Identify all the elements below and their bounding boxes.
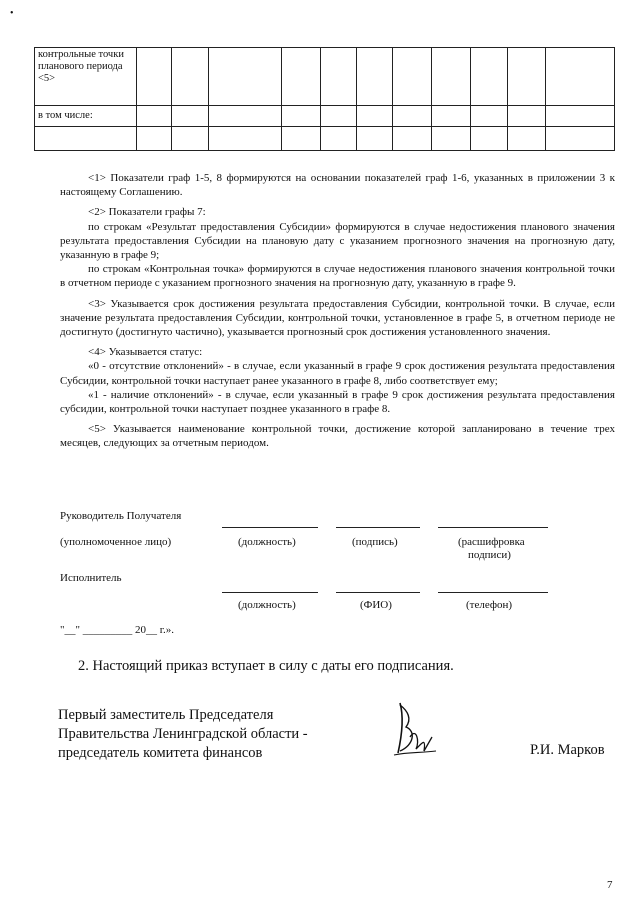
handwritten-signature	[390, 697, 438, 759]
position-label: (должность)	[238, 599, 296, 611]
table-cell	[471, 106, 508, 127]
table-cell	[471, 48, 508, 106]
signature-line	[222, 527, 318, 528]
signature-line	[438, 592, 548, 593]
executor-label: Исполнитель	[60, 572, 122, 584]
table-row	[35, 106, 615, 127]
footnote-5: <5> Указывается наименование контрольной точки, достижение которой запланировано в течение трех месяцев, следующих за отчетным периодом.	[60, 423, 615, 450]
fio-label: (ФИО)	[360, 599, 392, 611]
table-cell	[137, 127, 172, 151]
table-cell	[35, 127, 137, 151]
signer-title-line: Правительства Ленинградской области -	[58, 726, 308, 742]
footnote-1: <1> Показатели граф 1-5, 8 формируются на основании показателей граф 1-6, указанных в приложении 3 к настоящему Соглашению.	[60, 172, 615, 199]
table-cell	[172, 106, 209, 127]
table-cell	[321, 127, 357, 151]
footnote-4-status-0: «0 - отсутствие отклонений» - в случае, если указанный в графе 9 срок достижения результата предоставления Субсидии, контрольной точки наступает ранее указанного в графе 8, либо соответствует ему;	[60, 360, 615, 387]
signature-line	[336, 592, 420, 593]
signer-title	[58, 706, 308, 763]
table-cell	[321, 106, 357, 127]
table-cell	[282, 127, 321, 151]
table-cell	[357, 48, 393, 106]
date-line: "__" _________ 20__ г.».	[60, 624, 175, 636]
table-cell	[393, 106, 432, 127]
table-cell	[137, 48, 172, 106]
table-cell	[546, 127, 615, 151]
table-cell	[508, 127, 546, 151]
table-cell	[393, 48, 432, 106]
table-cell	[321, 48, 357, 106]
table-cell	[508, 48, 546, 106]
position-label: (должность)	[238, 536, 296, 548]
table-cell	[432, 48, 471, 106]
corner-mark: •	[10, 8, 14, 19]
page-number: 7	[607, 879, 613, 891]
footnote-2-control-point: по строкам «Контрольная точка» формируются в случае недостижения планового значения контрольной точки в отчетном периоде с указанием прогнозного значения на прогнозную дату, указанную в графе 9.	[60, 263, 615, 290]
signature-line	[336, 527, 420, 528]
footnote-4-status-1: «1 - наличие отклонений» - в случае, если указанный в графе 9 срок достижения результата предоставления субсидии, контрольной точки наступает позднее указанного в графе 8.	[60, 388, 615, 416]
signer-name: Р.И. Марков	[530, 742, 605, 758]
table-cell	[432, 106, 471, 127]
table-cell	[393, 127, 432, 151]
footnote-2-result: по строкам «Результат предоставления Субсидии» формируются в случае недостижения планового значения результата предоставления Субсидии на плановую дату с указанием прогнозного значения на прогнозную дату, указанную в графе 9;	[60, 220, 615, 262]
signature-label: (подпись)	[352, 536, 398, 548]
row-label-including: в том числе:	[35, 106, 137, 127]
table-cell	[172, 127, 209, 151]
phone-label: (телефон)	[466, 599, 513, 611]
order-statement: 2. Настоящий приказ вступает в силу с даты его подписания.	[78, 658, 454, 674]
decode-label: (расшифровка	[458, 536, 525, 548]
footnote-2-heading: <2> Показатели графы 7:	[88, 206, 206, 219]
table-cell	[209, 48, 282, 106]
footnotes	[60, 171, 615, 451]
table-cell	[282, 48, 321, 106]
table-row	[35, 48, 615, 106]
signer-title-line: Первый заместитель Председателя	[58, 707, 274, 723]
footnote-3: <3> Указывается срок достижения результата предоставления Субсидии, контрольной точки. В случае, если значение результата предоставления Субсидии, контрольной точки, установленное в графе 5, в отчетном периоде не достигнуто (достигнуто частично), указывается прогнозный срок достижения установленного значения.	[60, 297, 615, 339]
table-cell	[209, 127, 282, 151]
table-cell	[209, 106, 282, 127]
table-cell	[172, 48, 209, 106]
signature-line	[222, 592, 318, 593]
footnote-4-heading: <4> Указывается статус:	[88, 346, 203, 359]
table-cell	[546, 48, 615, 106]
table-cell	[546, 106, 615, 127]
head-label: Руководитель Получателя	[60, 510, 182, 522]
signature-line	[438, 527, 548, 528]
signer-title-line: председатель комитета финансов	[58, 745, 263, 761]
table-cell	[137, 106, 172, 127]
row-label-control-points: контрольные точки планового периода <5>	[35, 48, 137, 106]
table-row	[35, 127, 615, 151]
decode-label-cont: подписи)	[468, 549, 511, 561]
table-cell	[508, 106, 546, 127]
table-cell	[357, 106, 393, 127]
table-cell	[432, 127, 471, 151]
table-cell	[357, 127, 393, 151]
report-table	[34, 47, 615, 151]
authorized-person-label: (уполномоченное лицо)	[60, 536, 172, 548]
table-cell	[282, 106, 321, 127]
table-cell	[471, 127, 508, 151]
